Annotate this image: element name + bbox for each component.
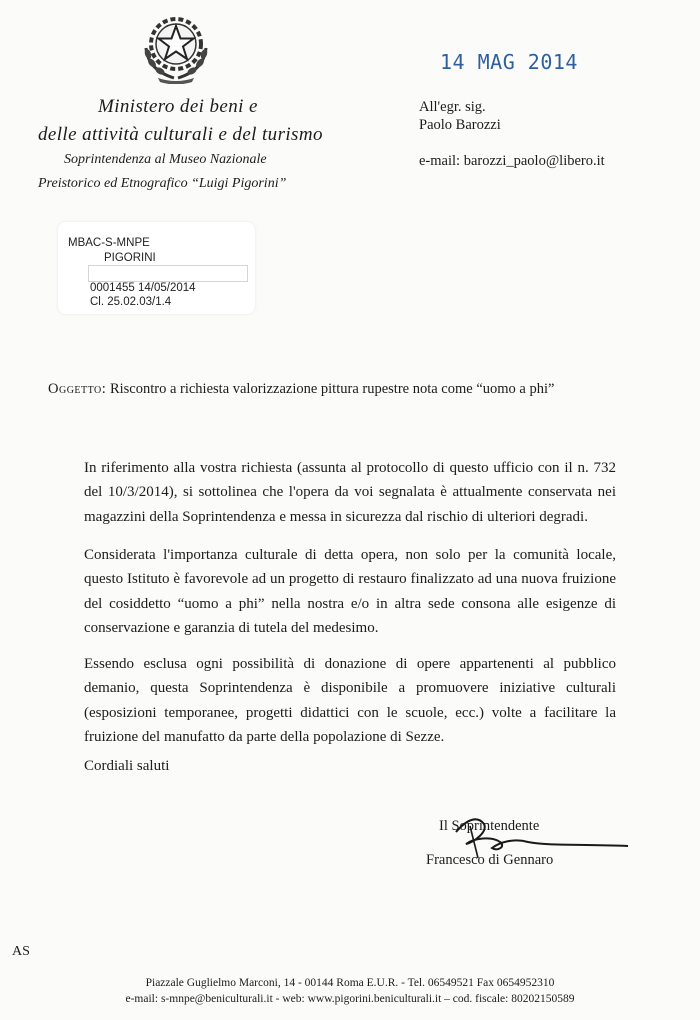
recipient-email: e-mail: barozzi_paolo@libero.it bbox=[419, 153, 605, 169]
footer-address: Piazzale Guglielmo Marconi, 14 - 00144 Roma E.U.R. - Tel. 06549521 Fax 0654952310 bbox=[145, 977, 555, 989]
office-name-line1: Soprintendenza al Museo Nazionale bbox=[64, 152, 267, 167]
recipient-salutation: All'egr. sig. bbox=[419, 99, 486, 115]
protocol-number-date: 0001455 14/05/2014 bbox=[90, 282, 196, 294]
office-name-line2: Preistorico ed Etnografico “Luigi Pigorini” bbox=[38, 176, 287, 191]
italian-republic-emblem-icon bbox=[138, 8, 214, 84]
protocol-label bbox=[58, 222, 255, 314]
subject-text: Riscontro a richiesta valorizzazione pittura rupestre nota come “uomo a phi” bbox=[109, 381, 555, 397]
protocol-classification: Cl. 25.02.03/1.4 bbox=[90, 296, 172, 308]
subject-line bbox=[48, 381, 554, 398]
recipient-block bbox=[419, 98, 501, 134]
date-stamp: 14 MAG 2014 bbox=[440, 50, 578, 74]
subject-label: Oggetto: bbox=[48, 381, 107, 397]
closing-greeting: Cordiali saluti bbox=[84, 758, 170, 774]
handwritten-signature-icon bbox=[448, 808, 638, 870]
signatory-title: Il Soprintendente bbox=[439, 818, 540, 834]
ministry-name-line2: delle attività culturali e del turismo bbox=[38, 124, 323, 145]
protocol-label-box bbox=[88, 265, 248, 282]
ministry-name-line1: Ministero dei beni e bbox=[98, 96, 258, 117]
protocol-office-name: PIGORINI bbox=[104, 252, 156, 264]
body-paragraph-3: Essendo esclusa ogni possibilità di donazione di opere appartenenti al pubblico demanio, questa Soprintendenza è disponibile a promuovere iniziative culturali (esposizioni temporanee, progetti didattici con le scuole, ecc.) volte a facilitare la fruizione del manufatto da parte della popolazione di Sezze. bbox=[84, 656, 616, 746]
signatory-name: Francesco di Gennaro bbox=[426, 852, 554, 868]
protocol-office-code: MBAC-S-MNPE bbox=[68, 237, 150, 249]
recipient-name: Paolo Barozzi bbox=[419, 117, 501, 133]
typist-initials: AS bbox=[12, 944, 30, 959]
body-paragraph-1: In riferimento alla vostra richiesta (assunta al protocollo di questo ufficio con il n. 732 del 10/3/2014), si sottolinea che l'opera da voi segnalata è attualmente conservata nei magazzini della Soprintendenza e messa in sicurezza dal rischio di ulteriori degradi. bbox=[84, 460, 616, 525]
body-paragraph-2: Considerata l'importanza culturale di detta opera, non solo per la comunità locale, questo Istituto è favorevole ad un progetto di restauro finalizzato ad una nuova fruizione del cosiddetto “uomo a phi” nella nostra e/o in altra sede consona alle esigenze di conservazione e garanzia di tutela del medesimo. bbox=[84, 547, 616, 637]
footer-contacts: e-mail: s-mnpe@beniculturali.it - web: www.pigorini.beniculturali.it – cod. fiscale: 80202150589 bbox=[125, 993, 575, 1005]
